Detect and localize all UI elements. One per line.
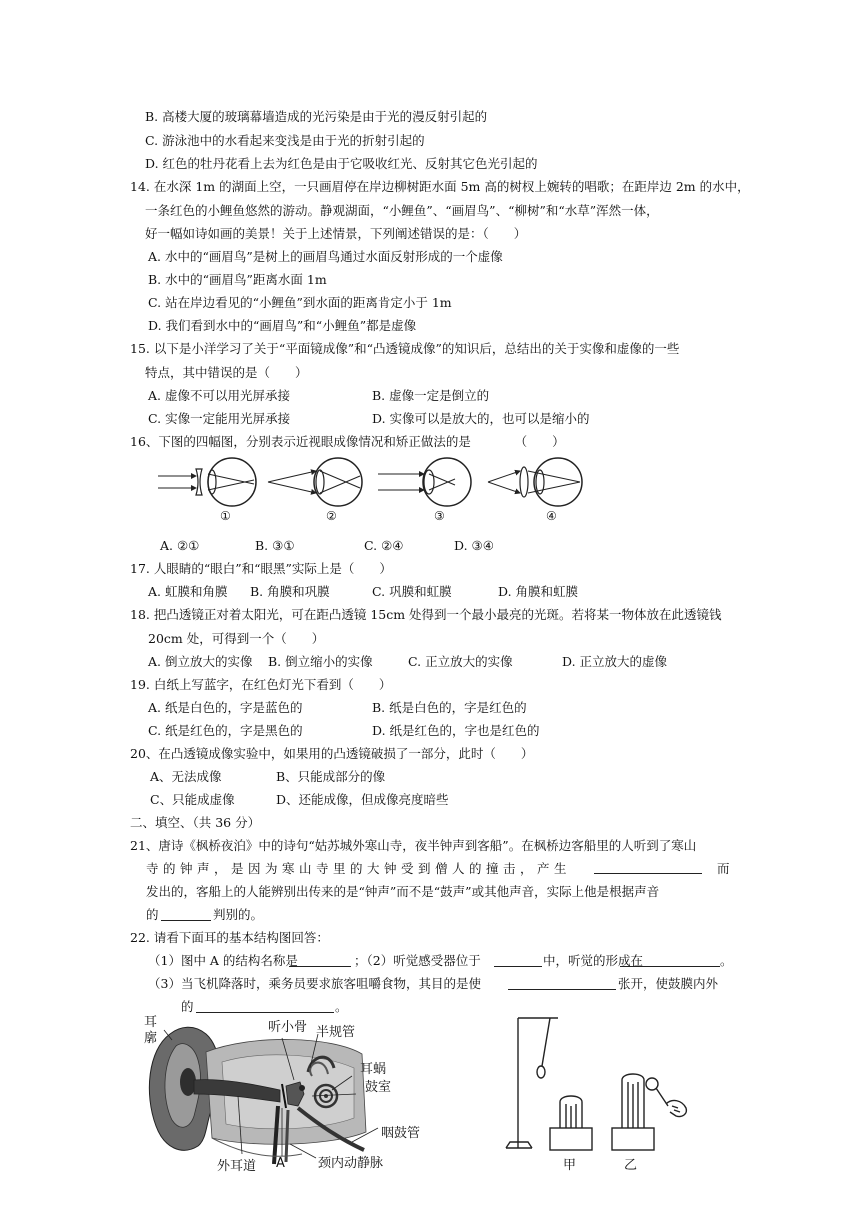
section-2-heading: 二、填空、（共 36 分） bbox=[130, 815, 261, 830]
q22-part3-a: （3）当飞机降落时，乘务员要求旅客咀嚼食物，其目的是使 bbox=[148, 976, 481, 991]
eye-diagram-4 bbox=[488, 458, 582, 506]
q22-part1-a: （1）图中 A 的结构名称是 bbox=[148, 953, 298, 968]
ear-label-semicircular-canals: 半规管 bbox=[316, 1025, 356, 1040]
q22-part1-d: 。 bbox=[720, 953, 733, 968]
ear-label-ossicles: 听小骨 bbox=[268, 1020, 308, 1035]
q18-option-a: A. 倒立放大的实像 bbox=[148, 654, 253, 669]
q19-option-d: D. 纸是红色的，字也是红色的 bbox=[372, 723, 540, 738]
ear-label-jugular-vessels: 颈内动静脉 bbox=[318, 1156, 384, 1171]
q16-option-a: A. ②① bbox=[160, 538, 200, 553]
q22-blank-1[interactable] bbox=[289, 966, 351, 967]
q14-option-b: B. 水中的“画眉鸟”距离水面 1m bbox=[148, 272, 327, 287]
q14-option-c: C. 站在岸边看见的“小鲤鱼”到水面的距离肯定小于 1m bbox=[148, 295, 452, 310]
ear-label-eustachian-tube: 咽鼓管 bbox=[381, 1126, 421, 1141]
q15-option-d: D. 实像可以是放大的，也可以是缩小的 bbox=[372, 411, 590, 426]
q15-stem-1: 15. 以下是小洋学习了关于“平面镜成像”和“凸透镜成像”的知识后，总结出的关于实像和虚像的一些 bbox=[130, 341, 680, 356]
q22-blank-3[interactable] bbox=[620, 966, 720, 967]
q21-line-2b: 而 bbox=[717, 861, 730, 876]
q15-stem-2: 特点，其中错误的是（ ） bbox=[145, 365, 308, 380]
q22-blank-2[interactable] bbox=[494, 966, 542, 967]
q19-option-b: B. 纸是白色的，字是红色的 bbox=[372, 700, 527, 715]
eye-label-4: ④ bbox=[546, 509, 557, 523]
q14-stem-1: 14. 在水深 1m 的湖面上空，一只画眉停在岸边柳树距水面 5m 高的树杈上婉转的唱歌；在距岸边 2m 的水中， bbox=[130, 179, 750, 194]
q22-part1-b: ；（2）听觉感受器位于 bbox=[354, 953, 481, 968]
q20-option-c: C、只能成虚像 bbox=[150, 792, 235, 807]
eye-diagram-3 bbox=[378, 458, 471, 506]
q20-stem: 20、在凸透镜成像实验中，如果用的凸透镜破损了一部分，此时（ ） bbox=[130, 746, 534, 761]
q22-stem: 22. 请看下面耳的基本结构图回答： bbox=[130, 930, 329, 945]
q15-option-a: A. 虚像不可以用光屏承接 bbox=[148, 388, 290, 403]
ear-label-cochlea: 耳蜗 bbox=[360, 1062, 387, 1077]
q21-line-4a: 的 bbox=[146, 907, 159, 922]
q14-option-a: A. 水中的“画眉鸟”是树上的画眉鸟通过水面反射形成的一个虚像 bbox=[148, 249, 503, 264]
q21-line-4b: 判别的。 bbox=[213, 907, 264, 922]
q16-stem: 16、下图的四幅图，分别表示近视眼成像情况和矫正做法的是 （ ） bbox=[130, 434, 565, 449]
ear-label-ear-canal: 外耳道 bbox=[217, 1159, 257, 1174]
q16-option-b: B. ③① bbox=[255, 538, 295, 553]
q21-line-2a: 寺的钟声，是因为寒山寺里的大钟受到僧人的撞击，产生 bbox=[146, 861, 572, 876]
eye-label-2: ② bbox=[326, 509, 337, 523]
eye-label-3: ③ bbox=[434, 509, 445, 523]
q14-stem-3: 好一幅如诗如画的美景！关于上述情景，下列阐述错误的是：（ ） bbox=[145, 226, 527, 241]
eye-label-1: ① bbox=[220, 509, 231, 523]
q21-line-3: 发出的，客船上的人能辨别出传来的是“钟声”而不是“鼓声”或其他声音，实际上他是根据声音 bbox=[146, 884, 660, 899]
fork-label-right: 乙 bbox=[624, 1158, 638, 1173]
q18-option-c: C. 正立放大的实像 bbox=[408, 654, 513, 669]
q20-option-a: A、无法成像 bbox=[150, 769, 222, 784]
q14-stem-2: 一条红色的小鲤鱼悠然的游动。静观湖面，“小鲤鱼”、“画眉鸟”、“柳树”和“水草”浑然一体， bbox=[145, 203, 659, 218]
q19-option-c: C. 纸是红色的，字是黑色的 bbox=[148, 723, 303, 738]
q22-blank-5[interactable] bbox=[196, 1012, 334, 1013]
q19-option-a: A. 纸是白色的，字是蓝色的 bbox=[148, 700, 303, 715]
ear-label-a: A bbox=[276, 1156, 285, 1171]
q15-option-c: C. 实像一定能用光屏承接 bbox=[148, 411, 291, 426]
q22-part3-c: 的 bbox=[181, 999, 194, 1014]
q20-option-b: B、只能成部分的像 bbox=[276, 769, 386, 784]
q18-option-b: B. 倒立缩小的实像 bbox=[268, 654, 373, 669]
q17-option-d: D. 角膜和虹膜 bbox=[498, 584, 579, 599]
ear-label-auricle: 耳廓 bbox=[144, 1015, 158, 1046]
q17-option-a: A. 虹膜和角膜 bbox=[148, 584, 228, 599]
fork-label-left: 甲 bbox=[563, 1158, 577, 1173]
q14-option-d: D. 我们看到水中的“画眉鸟”和“小鲤鱼”都是虚像 bbox=[148, 318, 417, 333]
q16-option-d: D. ③④ bbox=[454, 538, 494, 553]
q20-option-d: D、还能成像，但成像亮度暗些 bbox=[276, 792, 449, 807]
q15-option-b: B. 虚像一定是倒立的 bbox=[372, 388, 490, 403]
q21-blank-2[interactable] bbox=[161, 920, 211, 921]
ear-label-tympanic-cavity: 鼓室 bbox=[365, 1080, 392, 1095]
q22-blank-4[interactable] bbox=[508, 989, 616, 990]
ear-structure-diagram bbox=[142, 1014, 442, 1174]
q22-part3-b: 张开，使鼓膜内外 bbox=[618, 976, 719, 991]
q16-option-c: C. ②④ bbox=[364, 538, 404, 553]
q17-option-c: C. 巩膜和虹膜 bbox=[372, 584, 452, 599]
q18-stem-2: 20cm 处，可得到一个（ ） bbox=[148, 631, 325, 646]
q13-option-c: C. 游泳池中的水看起来变浅是由于光的折射引起的 bbox=[145, 133, 425, 148]
q18-stem-1: 18. 把凸透镜正对着太阳光，可在距凸透镜 15cm 处得到一个最小最亮的光斑。若将某一物体放在此透镜钱 bbox=[130, 607, 722, 622]
q13-option-d: D. 红色的牡丹花看上去为红色是由于它吸收红光、反射其它色光引起的 bbox=[145, 156, 538, 171]
eye-diagram-2 bbox=[268, 458, 362, 506]
q21-line-1: 21、唐诗《枫桥夜泊》中的诗句“姑苏城外寒山寺，夜半钟声到客船”。在枫桥边客船里的人听到了寒山 bbox=[130, 838, 697, 853]
q22-part3-d: 。 bbox=[335, 999, 348, 1014]
q17-stem: 17. 人眼睛的“眼白”和“眼黑”实际上是（ ） bbox=[130, 561, 392, 576]
q18-option-d: D. 正立放大的虚像 bbox=[562, 654, 668, 669]
q21-blank-1[interactable] bbox=[594, 873, 702, 874]
tuning-fork-diagram bbox=[500, 1010, 700, 1160]
q19-stem: 19. 白纸上写蓝字，在红色灯光下看到（ ） bbox=[130, 677, 392, 692]
q17-option-b: B. 角膜和巩膜 bbox=[250, 584, 330, 599]
q22-part1-c: 中，听觉的形成在 bbox=[543, 953, 644, 968]
eye-diagrams bbox=[150, 452, 590, 532]
q13-option-b: B. 高楼大厦的玻璃幕墙造成的光污染是由于光的漫反射引起的 bbox=[145, 109, 488, 124]
eye-diagram-1 bbox=[158, 458, 256, 506]
